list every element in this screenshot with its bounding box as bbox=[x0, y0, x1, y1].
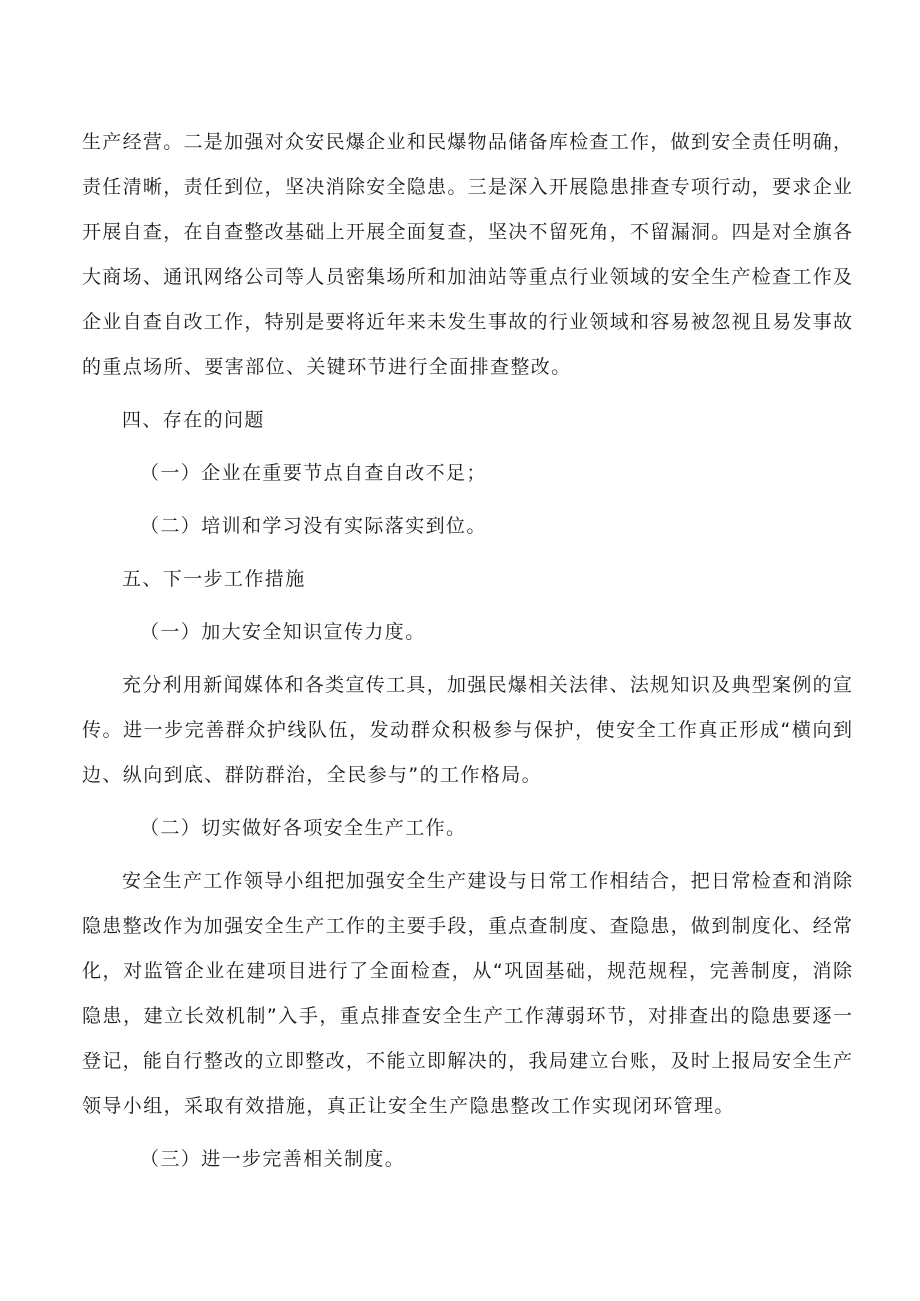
text-line: 传。进一步完善群众护线队伍，发动群众积极参与保护，使安全工作真正形成“横向到 bbox=[82, 719, 852, 741]
measure-1-title: （一）加大安全知识宣传力度。 bbox=[140, 621, 426, 643]
text-line: 安全生产工作领导小组把加强安全生产建设与日常工作相结合，把日常检查和消除 bbox=[122, 870, 852, 892]
problem-item-1: （一）企业在重要节点自查自改不足； bbox=[140, 462, 487, 484]
measure-2-title: （二）切实做好各项安全生产工作。 bbox=[140, 817, 467, 839]
section-heading-problems: 四、存在的问题 bbox=[122, 409, 265, 431]
paragraph-inspection-work bbox=[82, 120, 852, 390]
section-heading-next-steps: 五、下一步工作措施 bbox=[122, 568, 306, 590]
document-body bbox=[82, 120, 852, 1182]
measure-1-body bbox=[82, 663, 852, 798]
measure-3-title: （三）进一步完善相关制度。 bbox=[140, 1148, 406, 1170]
text-line: 的重点场所、要害部位、关键环节进行全面排查整改。 bbox=[82, 356, 572, 378]
problem-item-2: （二）培训和学习没有实际落实到位。 bbox=[140, 515, 487, 537]
text-line: 边、纵向到底、群防群治，全民参与”的工作格局。 bbox=[82, 764, 543, 786]
text-line: 责任清晰，责任到位，坚决消除安全隐患。三是深入开展隐患排查专项行动，要求企业 bbox=[82, 176, 852, 198]
text-line: 充分利用新闻媒体和各类宣传工具，加强民爆相关法律、法规知识及典型案例的宣 bbox=[122, 674, 852, 696]
text-line: 大商场、通讯网络公司等人员密集场所和加油站等重点行业领域的安全生产检查工作及 bbox=[82, 266, 852, 288]
text-line: 登记，能自行整改的立即整改，不能立即解决的，我局建立台账，及时上报局安全生产 bbox=[82, 1050, 852, 1072]
text-line: 企业自查自改工作，特别是要将近年来未发生事故的行业领域和容易被忽视且易发事故 bbox=[82, 311, 852, 333]
measure-2-body bbox=[82, 859, 852, 1129]
text-line: 领导小组，采取有效措施，真正让安全生产隐患整改工作实现闭环管理。 bbox=[82, 1095, 735, 1117]
text-line: 化，对监管企业在建项目进行了全面检查，从“巩固基础，规范规程，完善制度，消除 bbox=[82, 960, 852, 982]
text-line: 隐患，建立长效机制”入手，重点排查安全生产工作薄弱环节，对排查出的隐患要逐一 bbox=[82, 1005, 852, 1027]
text-line: 隐患整改作为加强安全生产工作的主要手段，重点查制度、查隐患，做到制度化、经常 bbox=[82, 915, 852, 937]
text-line: 生产经营。二是加强对众安民爆企业和民爆物品储备库检查工作，做到安全责任明确， bbox=[82, 131, 852, 153]
text-line: 开展自查，在自查整改基础上开展全面复查，坚决不留死角，不留漏洞。四是对全旗各 bbox=[82, 221, 852, 243]
